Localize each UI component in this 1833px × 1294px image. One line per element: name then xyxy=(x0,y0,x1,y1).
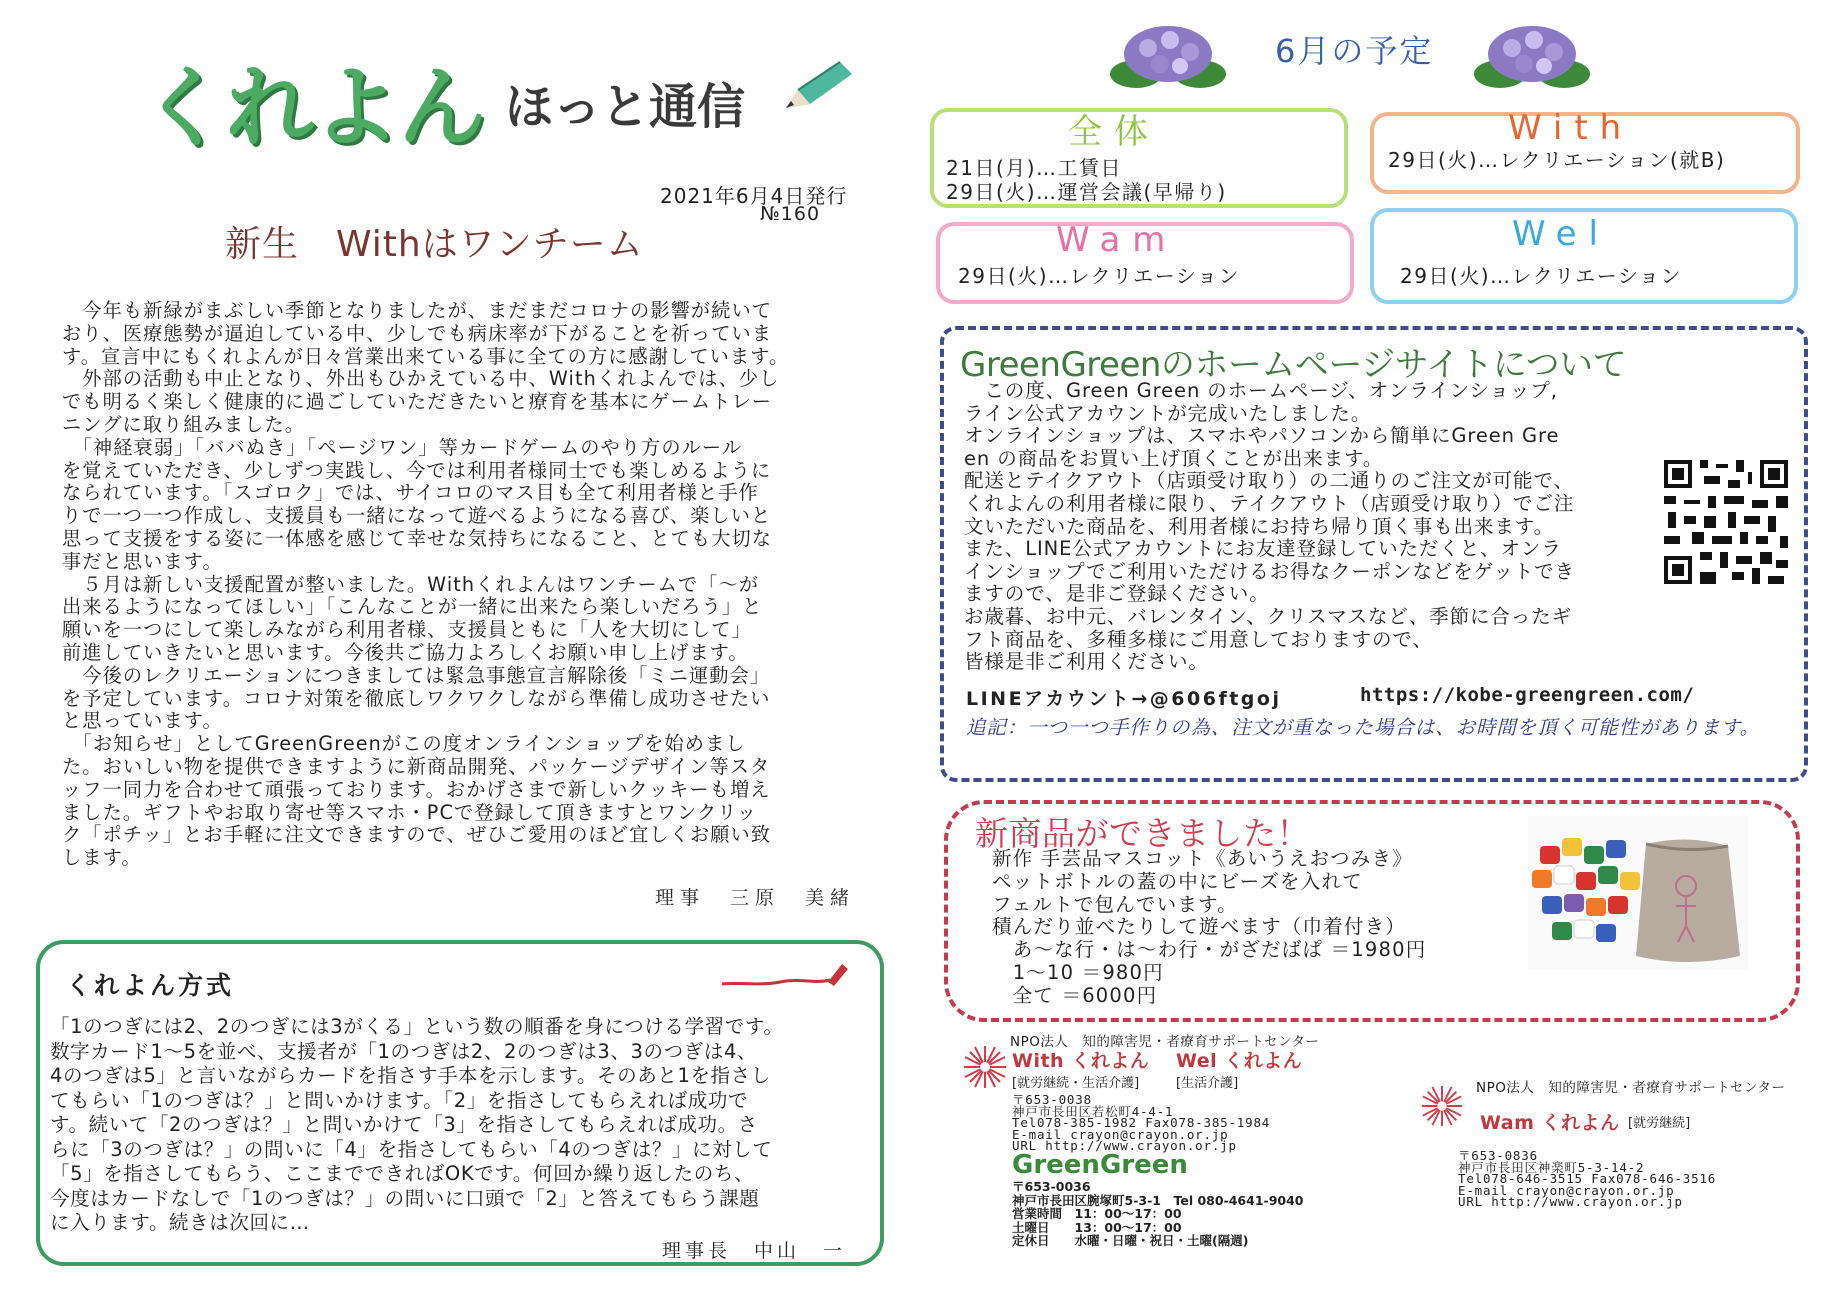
article-line: 出来るようになってほしい」「こんなことが一緒に出来たら楽しいだろう」と xyxy=(62,595,763,619)
greengreen-url-link[interactable]: https://kobe-greengreen.com/ xyxy=(1360,684,1695,706)
schedule-with-lines: 29日(火)…レクリエーション(就B) xyxy=(1388,148,1726,172)
article-line: と思っています。 xyxy=(62,709,223,733)
method-line: 「5」を指さしてもらう、ここまでできればOKです。何回か繰り返したのち、 xyxy=(50,1162,755,1185)
schedule-all-label: 全体 xyxy=(1068,112,1160,152)
masthead-title: くれよん xyxy=(140,56,485,159)
right-address: 〒653-0836 神戸市長田区神楽町5-3-14-2 Tel078-646-3515 Fax078-646-3516 E-mail crayon@crayon.or.jp URL http://www.crayon.or.jp xyxy=(1458,1148,1717,1209)
article-line: ５月は新しい支援配置が整いました。Withくれよんはワンチームで「～が xyxy=(62,572,760,596)
issue-date: 2021年6月4日発行 xyxy=(660,184,848,208)
article-line: ッフ一同力を合わせて頑張っております。おかげさまで新しいクッキーも増え xyxy=(62,777,771,801)
schedule-wam-lines: 29日(火)…レクリエーション xyxy=(958,264,1240,288)
schedule-title: 6月の予定 xyxy=(1275,32,1434,70)
wam-kureyon-service: [就労継続] xyxy=(1628,1116,1691,1131)
article-line: ニングに取り組みました。 xyxy=(62,412,306,436)
method-line: 4のつぎは5」と言いながらカードを指さす手本を示します。そのあと1を指さし xyxy=(50,1064,771,1087)
issue-number: №160 xyxy=(760,203,821,225)
crayon-scribble-icon xyxy=(720,960,850,990)
main-article xyxy=(62,300,872,870)
greengreen-line: また、LINE公式アカウントにお友達登録していただくと、オンラ xyxy=(964,537,1562,561)
method-line: てもらい「1のつぎは？」と問いかけます。「2」を指さしてもらえれば成功で xyxy=(50,1088,749,1112)
schedule-with-label: With xyxy=(1508,108,1634,148)
headline: 新生 Withはワンチーム xyxy=(225,224,644,265)
greengreen-line: くれよんの利用者様に限り、テイクアウト（店頭受け取り）でご注 xyxy=(964,491,1575,515)
article-line: た。おいしい物を提供できますように新商品開発、パッケージデザイン等スタ xyxy=(62,754,771,778)
left-address: 〒653-0038 神戸市長田区若松町4-4-1 Tel078-385-1982 Fax078-385-1984 E-mail crayon@crayon.or.jp URL http://www.crayon.or.jp xyxy=(1012,1092,1271,1153)
hydrangea-icon xyxy=(1472,20,1592,92)
method-signature: 理事長 中山 一 xyxy=(662,1240,847,1262)
greengreen-line: en の商品をお買い上げ頂くことが出来ます。 xyxy=(964,446,1384,470)
with-kureyon-name: With くれよん xyxy=(1012,1050,1150,1072)
hydrangea-icon xyxy=(1108,20,1228,92)
greengreen-text xyxy=(964,380,1644,674)
article-line: 願いを一つにして楽しみながら利用者様、支援員ともに「人を大切にして」 xyxy=(62,618,752,642)
article-line: おり、医療態勢が逼迫している中、少しでも病床率が下がることを祈っていま xyxy=(62,321,773,345)
article-line: でも明るく楽しく健康的に過ごしていただきたいと療育を基本にゲームトレー xyxy=(62,390,773,414)
new-product-title: 新商品ができました！ xyxy=(975,814,1310,853)
article-line: ました。ギフトやお取り寄せ等スマホ・PCで登録して頂きますとワンクリッ xyxy=(62,800,758,824)
crayon-sunburst-logo-icon xyxy=(1420,1084,1464,1128)
article-line: 思って支援をする姿に一体感を感じて幸せな気持ちになること、とても大切な xyxy=(62,526,773,550)
article-signature: 理事 三原 美緒 xyxy=(655,887,856,909)
wel-kureyon-service: [生活介護] xyxy=(1176,1076,1239,1091)
article-line: 今後のレクリエーションにつきましては緊急事態宣言解除後「ミニ運動会」 xyxy=(62,663,771,687)
masthead-subtitle: ほっと通信 xyxy=(505,79,746,135)
method-title: くれよん方式 xyxy=(66,971,235,1000)
product-photo xyxy=(1528,816,1748,970)
greengreen-line: 配送とテイクアウト（店頭受け取り）の二通りのご注文が可能で、 xyxy=(964,469,1574,493)
article-line: なられています。「スゴロク」では、サイコロのマス目も全て利用者様と手作 xyxy=(62,481,759,505)
greengreen-line: ますので、是非ご登録ください。 xyxy=(964,582,1270,606)
greengreen-title: GreenGreenのホームページサイトについて xyxy=(960,345,1627,385)
article-line: を覚えていただき、少しずつ実践し、今では利用者様同士でも楽しめるように xyxy=(62,458,772,482)
greengreen-line: フト商品を、多種多様にご用意しておりますので、 xyxy=(964,627,1433,651)
wam-kureyon-name: Wam くれよん xyxy=(1480,1112,1620,1134)
greengreen-postscript: 追記：一つ一つ手作りの為、注文が重なった場合は、お時間を頂く可能性があります。 xyxy=(966,716,1761,739)
line-account: LINEアカウント→@606ftgoj xyxy=(966,688,1282,710)
article-line: 前進していきたいと思います。今後共ご協力よろしくお願い申し上げます。 xyxy=(62,640,749,664)
schedule-wam-label: Wam xyxy=(1056,220,1178,260)
article-line: ク「ポチッ」とお手軽に注文できますので、ぜひご愛用のほど宜しくお願い致 xyxy=(62,823,772,847)
method-line: 数字カード1～5を並べ、支援者が「1のつぎは2、2のつぎは3、3のつぎは4、 xyxy=(50,1039,758,1063)
method-text xyxy=(50,1015,882,1236)
method-line: らに「3のつぎは？」の問いに「4」を指さしてもらい「4のつぎは？」に対して xyxy=(50,1137,773,1161)
method-line: に入ります。続きは次回に… xyxy=(50,1211,310,1234)
method-line: す。続いて「2のつぎは？」と問いかけて「3」を指さしてもらえれば成功。さ xyxy=(50,1113,758,1136)
schedule-all-lines: 21日(月)…工賃日 29日(火)…運営会議(早帰り) xyxy=(946,156,1227,204)
article-line: す。宣言中にもくれよんが日々営業出来ている事に全ての方に感謝しています。 xyxy=(62,344,790,368)
article-line: します。 xyxy=(62,846,142,870)
article-line: 今年も新緑がまぶしい季節となりましたが、まだまだコロナの影響が続いて xyxy=(62,299,773,322)
article-line: 外部の活動も中止となり、外出もひかえている中、Withくれよんでは、少し xyxy=(62,367,780,391)
schedule-wel-lines: 29日(火)…レクリエーション xyxy=(1400,264,1682,288)
with-kureyon-service: [就労継続・生活介護] xyxy=(1012,1076,1140,1091)
greengreen-line: オンラインショップは、スマホやパソコンから簡単にGreen Gre xyxy=(964,424,1560,448)
new-product-text: 新作 手芸品マスコット《あいうえおつみき》 ペットボトルの蓋の中にビーズを入れて フェルトで包んでいます。 積んだり並べたりして遊べます（巾着付き） あ～な行・は～わ行・がざだばぱ ＝1980円 1～10 ＝980円 全て ＝6000円 xyxy=(992,847,1427,1007)
article-line: 「神経衰弱」「ババぬき」「ページワン」等カードゲームのやり方のルール xyxy=(62,435,743,459)
org-caption-right: NPO法人 知的障害児・者療育サポートセンター xyxy=(1476,1080,1786,1096)
wel-kureyon-name: Wel くれよん xyxy=(1176,1050,1303,1072)
greengreen-brand: GreenGreen xyxy=(1012,1150,1188,1180)
article-line: 事だと思います。 xyxy=(62,549,223,573)
method-line: 「1のつぎには2、2のつぎには3がくる」という数の順番を身につける学習です。 xyxy=(50,1015,784,1038)
greengreen-line: この度、Green Green のホームページ、オンラインショップ, xyxy=(964,379,1558,402)
schedule-wel-label: Wel xyxy=(1512,214,1610,254)
crayon-sunburst-logo-icon xyxy=(962,1044,1008,1090)
greengreen-line: ライン公式アカウントが完成いたしました。 xyxy=(964,401,1372,425)
qr-code-icon[interactable] xyxy=(1660,456,1792,588)
article-line: りで一つ一つ作成し、支援員も一緒になって遊べるようになる喜び、楽しいと xyxy=(62,504,772,528)
method-line: 今度はカードなしで「1のつぎは？」の問いに口頭で「2」と答えてもらう課題 xyxy=(50,1186,760,1210)
greengreen-line: 皆様是非ご利用ください。 xyxy=(964,650,1209,674)
article-line: を予定しています。コロナ対策を徹底しワクワクしながら準備し成功させたい xyxy=(62,686,771,710)
greengreen-line: インショップでご利用いただけるお得なクーポンなどをゲットでき xyxy=(964,559,1575,583)
greengreen-shop-info: 〒653-0036 神戸市長田区腕塚町5-3-1 Tel 080-4641-9040 営業時間 11：00～17：00 土曜日 13：00～17：00 定休日 水曜・日曜・祝日・土曜(隔週) xyxy=(1012,1179,1304,1248)
greengreen-line: お歳暮、お中元、バレンタイン、クリスマスなど、季節に合ったギ xyxy=(964,604,1573,628)
greengreen-line: 文いただいた商品を、利用者様にお持ち帰り頂く事も出来ます。 xyxy=(964,514,1555,538)
pencil-icon xyxy=(782,60,856,112)
org-caption-left: NPO法人 知的障害児・者療育サポートセンター xyxy=(1010,1034,1320,1050)
article-line: 「お知らせ」としてGreenGreenがこの度オンラインショップを始めまし xyxy=(62,732,746,756)
